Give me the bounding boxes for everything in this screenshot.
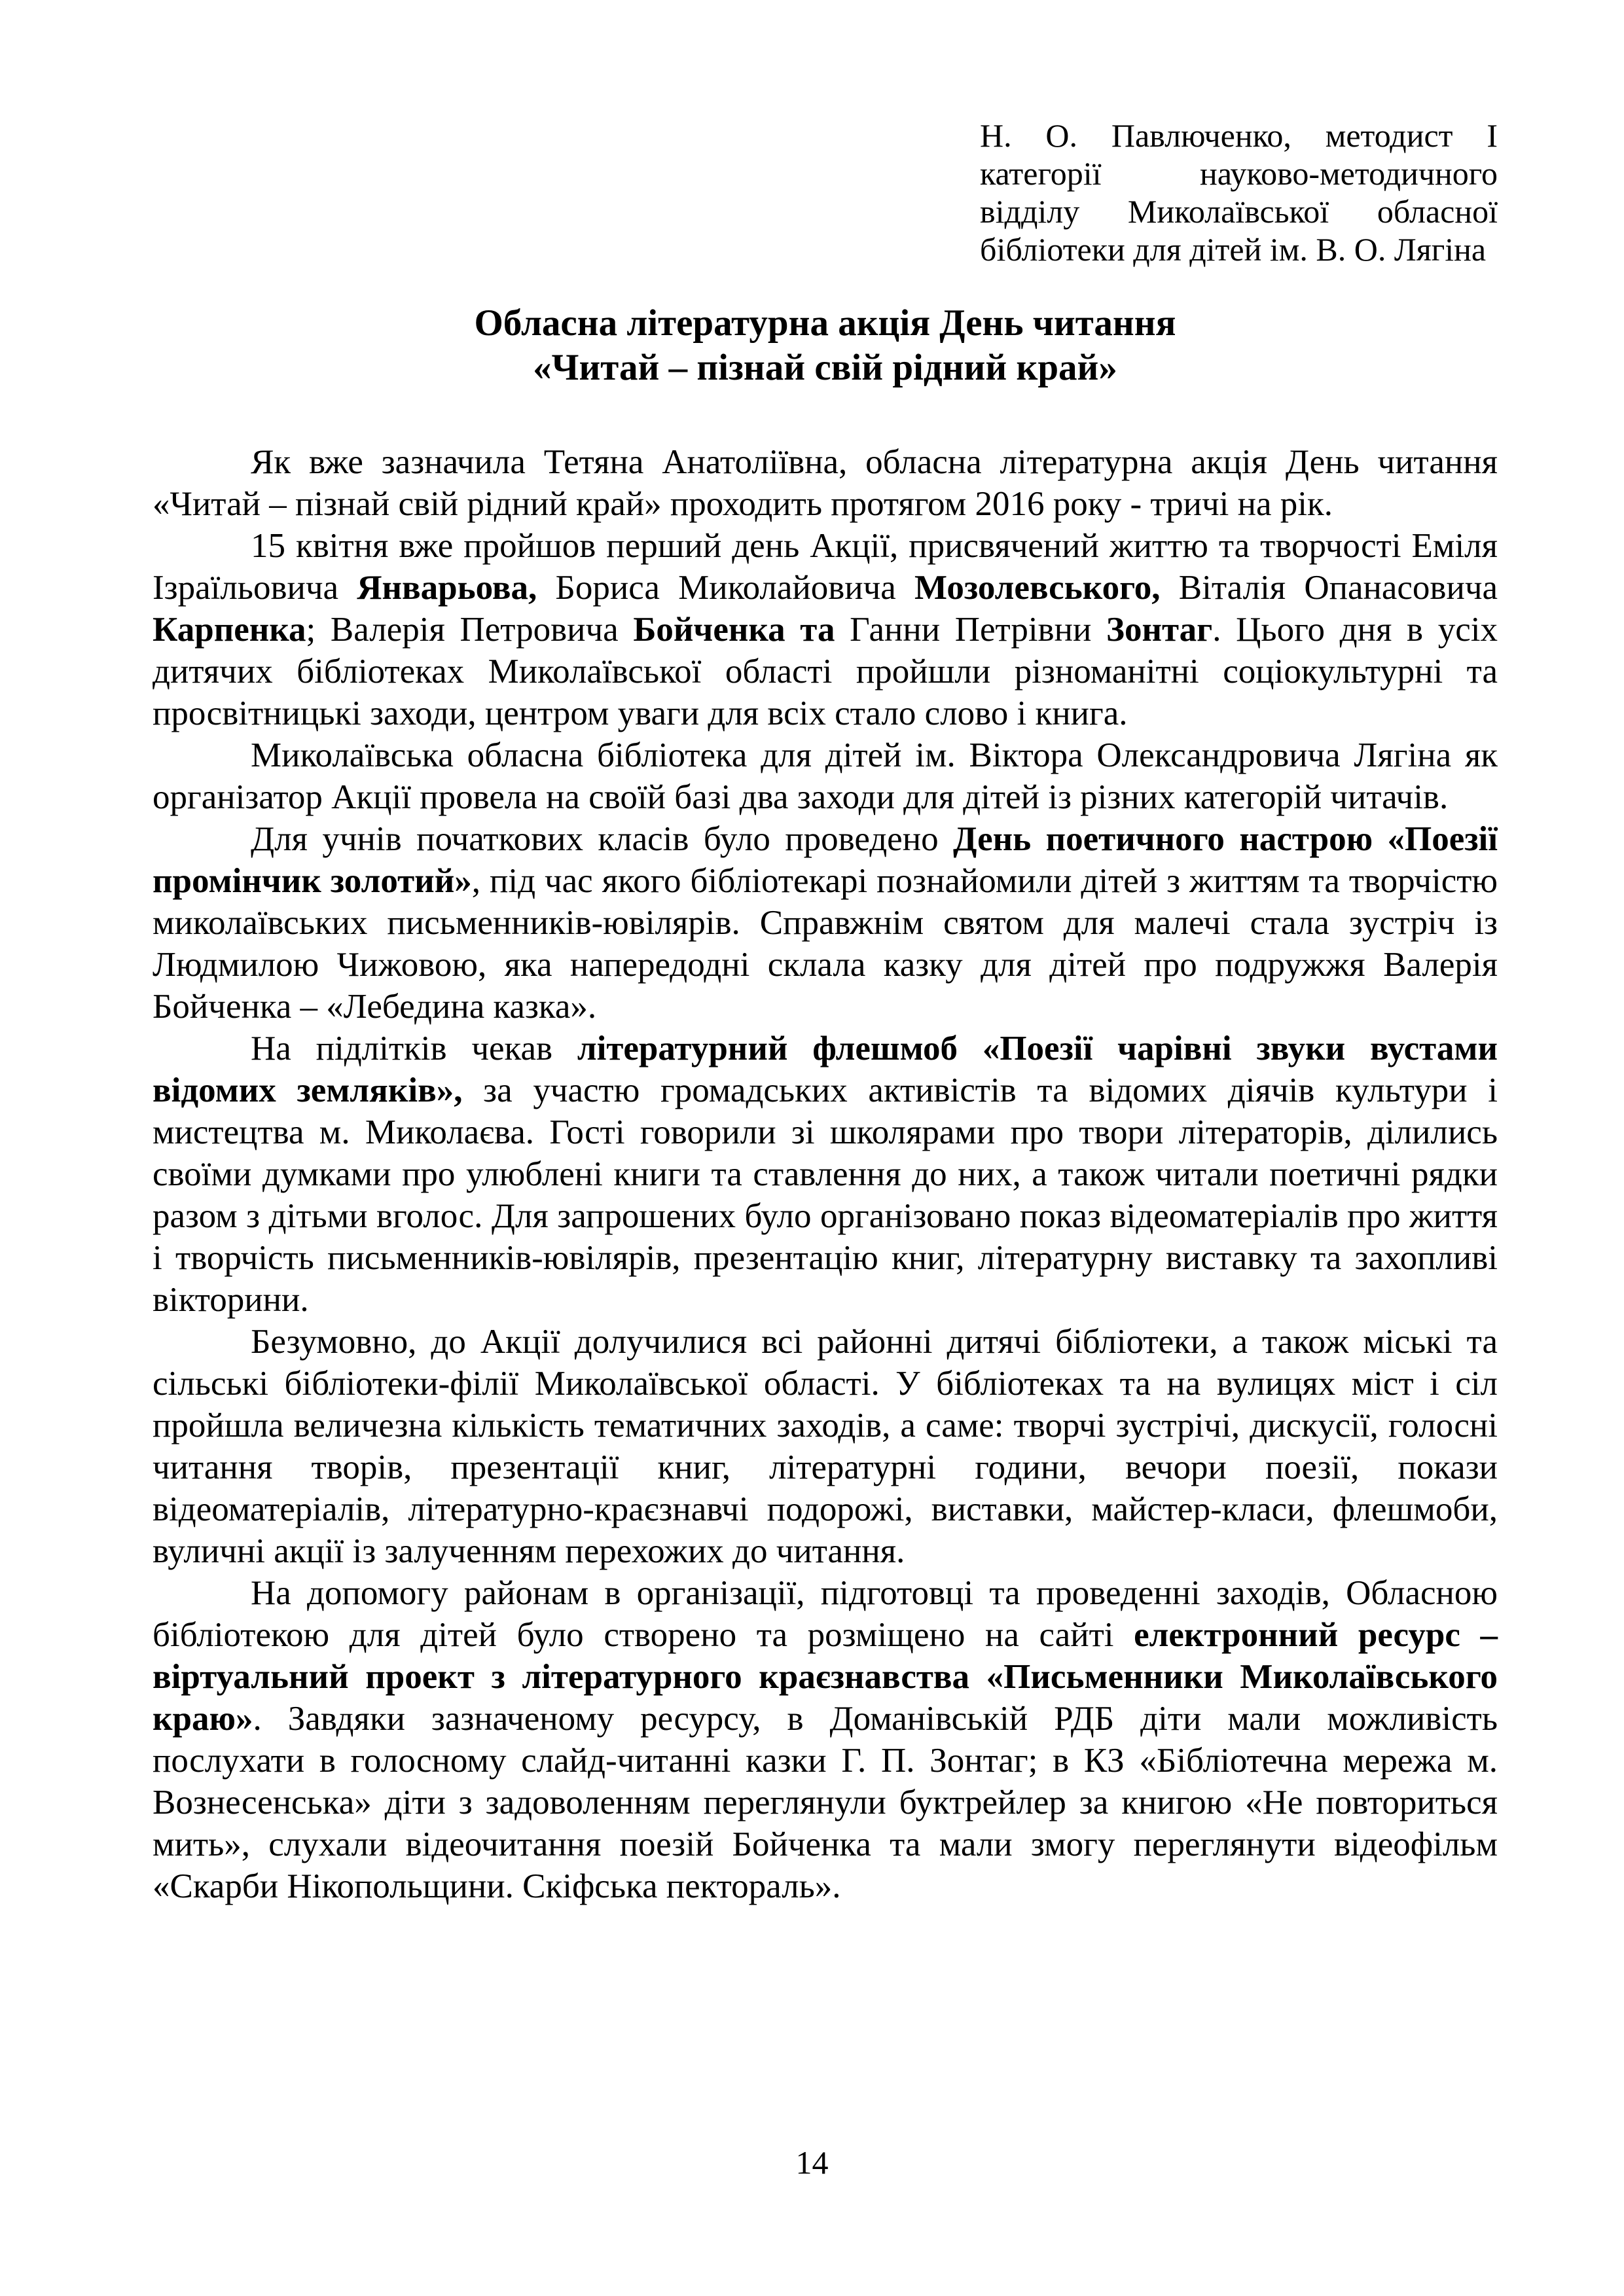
paragraph	[153, 818, 1498, 1028]
bold-text-run: Бойченка та	[633, 611, 835, 649]
bold-text-run: Мозолевського,	[914, 569, 1161, 607]
document-title	[153, 301, 1498, 390]
bold-text-run: Январьова,	[357, 569, 537, 607]
author-attribution: Н. О. Павлюченко, методист І категорії науково-методичного відділу Миколаївської обласної бібліотеки для дітей ім. В. О. Лягіна	[980, 117, 1498, 268]
paragraph	[153, 734, 1498, 818]
text-run: Як вже зазначила Тетяна Анатоліївна, обласна літературна акція День читання «Читай – пізнай свій рідний край» проходить протягом 2016 року - тричі на рік.	[153, 443, 1498, 523]
bold-text-run: День поетичного настрою «Поезії промінчик золотий»	[153, 820, 1498, 900]
title-line-2: «Читай – пізнай свій рідний край»	[533, 347, 1117, 388]
paragraph	[153, 1321, 1498, 1572]
text-run: , під час якого бібліотекарі познайомили дітей з життям та творчістю миколаївських письменників-ювілярів. Справжнім святом для малечі стала зустріч із Людмилою Чижовою, яка напередодні склала казку для дітей про подружжя Валерія Бойченка – «Лебедина казка».	[153, 862, 1498, 1026]
text-run: за участю громадських активістів та відомих діячів культури і мистецтва м. Миколаєва. Гості говорили зі школярами про твори літераторів, ділились своїми думками про улюблені книги та ставлення до них, а також читали поетичні рядки разом з дітьми вголос. Для запрошених було організовано показ відеоматеріалів про життя і творчість письменників-ювілярів, презентацію книг, літературну виставку та захопливі вікторини.	[153, 1071, 1498, 1319]
paragraph	[153, 1028, 1498, 1321]
text-run: Миколаївська обласна бібліотека для дітей ім. Віктора Олександровича Лягіна як організатор Акції провела на своїй базі два заходи для дітей із різних категорій читачів.	[153, 736, 1498, 816]
text-run: . Завдяки зазначеному ресурсу, в Доманівській РДБ діти мали можливість послухати в голосному слайд-читанні казки Г. П. Зонтаг; в КЗ «Бібліотечна мережа м. Вознесенська» діти з задоволенням переглянули буктрейлер за книгою «Не повториться мить», слухали відеочитання поезій Бойченка та мали змогу переглянути відеофільм «Скарби Нікопольщини. Скіфська пектораль».	[153, 1700, 1498, 1905]
text-run: . Цього дня в усіх дитячих бібліотеках Миколаївської області пройшли різноманітні соціокультурні та просвітницькі заходи, центром уваги для всіх стало слово і книга.	[153, 611, 1498, 732]
text-run: Бориса Миколайовича	[537, 569, 915, 607]
text-run: Віталія Опанасовича	[1160, 569, 1498, 607]
title-line-1: Обласна літературна акція День читання	[474, 302, 1176, 344]
paragraph	[153, 441, 1498, 525]
text-run: 15 квітня вже пройшов перший день Акції, присвячений життю та творчості Еміля Ізраїльовича	[153, 527, 1498, 607]
paragraph	[153, 525, 1498, 734]
text-run: ; Валерія Петровича	[306, 611, 634, 649]
paragraph	[153, 1572, 1498, 1907]
bold-text-run: Зонтаг	[1106, 611, 1213, 649]
page-number: 14	[795, 2144, 829, 2181]
article-body	[153, 441, 1498, 1907]
text-run: На підлітків чекав	[251, 1030, 577, 1067]
text-run: Безумовно, до Акції долучилися всі районні дитячі бібліотеки, а також міські та сільські бібліотеки-філії Миколаївської області. У бібліотеках та на вулицях міст і сіл пройшла величезна кількість тематичних заходів, а саме: творчі зустрічі, дискусії, голосні читання творів, презентації книг, літературні години, вечори поезії, покази відеоматеріалів, літературно-краєзнавчі подорожі, виставки, майстер-класи, флешмоби, вуличні акції із залученням перехожих до читання.	[153, 1323, 1498, 1570]
bold-text-run: електронний ресурс – віртуальний проект з літературного краєзнавства «Письменники Миколаївського краю»	[153, 1616, 1498, 1738]
text-run: Для учнів початкових класів було проведено	[251, 820, 953, 858]
bold-text-run: літературний флешмоб «Поезії чарівні звуки вустами відомих земляків»,	[153, 1030, 1498, 1109]
text-run: На допомогу районам в організації, підготовці та проведенні заходів, Обласною бібліотекою для дітей було створено та розміщено на сайті	[153, 1574, 1498, 1654]
bold-text-run: Карпенка	[153, 611, 306, 649]
text-run: Ганни Петрівни	[835, 611, 1106, 649]
